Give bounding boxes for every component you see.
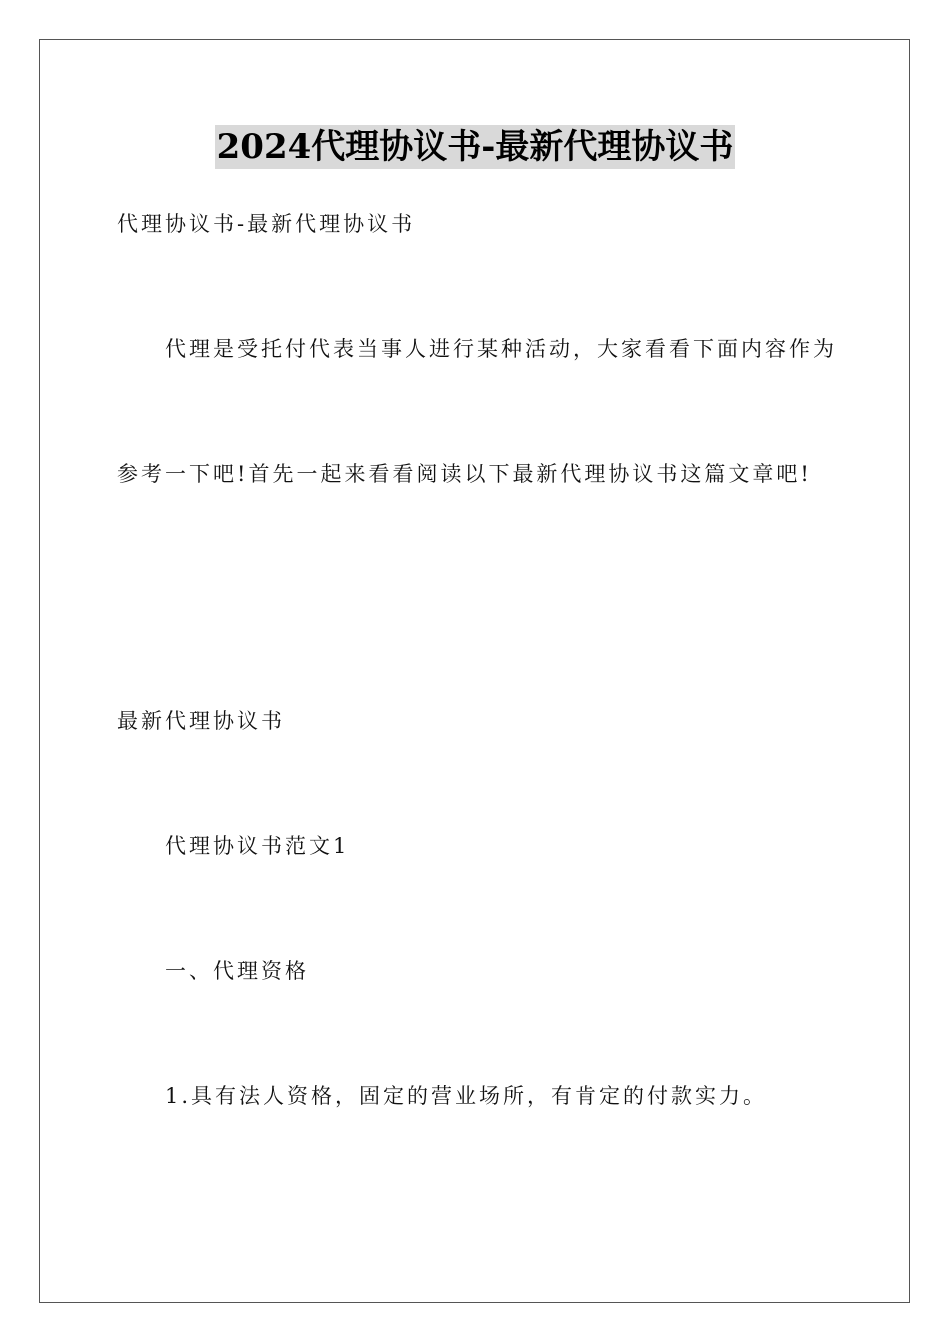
document-subtitle: 代理协议书-最新代理协议书 bbox=[117, 212, 416, 236]
section-heading: 最新代理协议书 bbox=[117, 709, 285, 733]
document-title: 2024代理协议书-最新代理协议书 bbox=[216, 127, 734, 167]
title-container bbox=[0, 125, 950, 169]
intro-paragraph-line-1: 代理是受托付代表当事人进行某种活动，大家看看下面内容作为 bbox=[165, 337, 837, 361]
sample-title: 代理协议书范文1 bbox=[165, 834, 350, 858]
intro-paragraph-line-2: 参考一下吧!首先一起来看看阅读以下最新代理协议书这篇文章吧! bbox=[117, 462, 812, 486]
clause-item-1: 1.具有法人资格，固定的营业场所，有肯定的付款实力。 bbox=[165, 1084, 768, 1108]
clause-title-agency-qualification: 一、代理资格 bbox=[165, 959, 309, 983]
